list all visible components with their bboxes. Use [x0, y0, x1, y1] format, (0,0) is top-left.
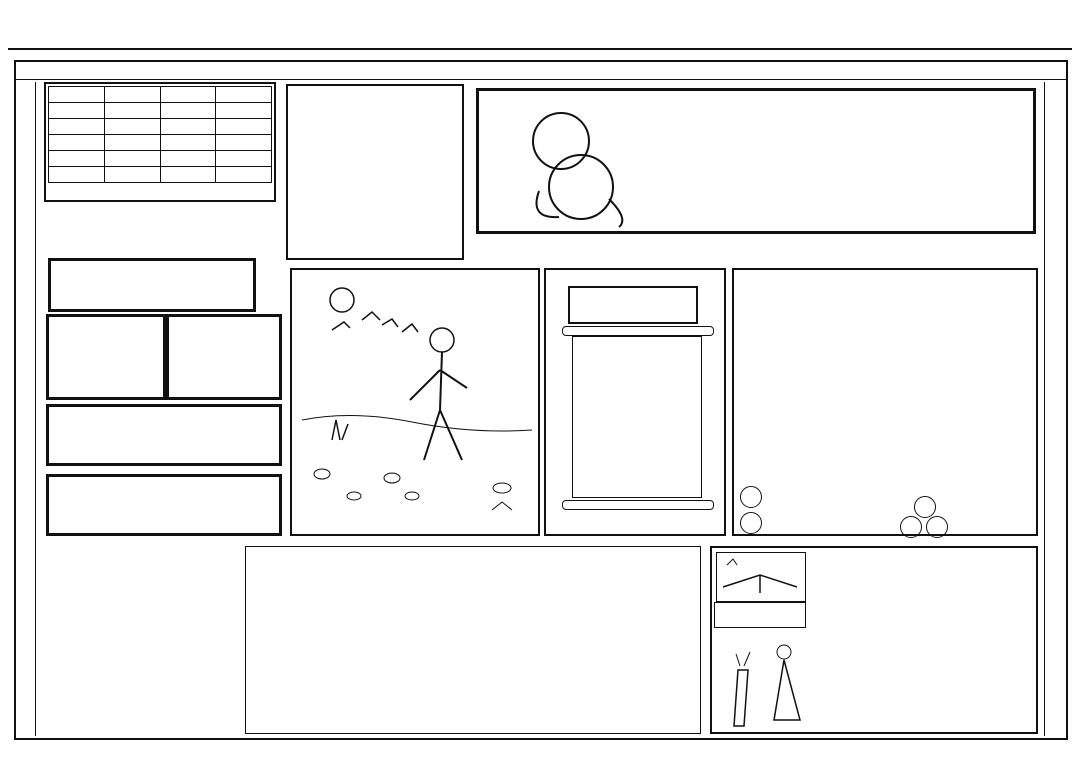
analysis-col-big	[742, 316, 888, 496]
table-row	[49, 151, 272, 167]
riddle-illustration	[714, 630, 814, 730]
table-row	[49, 135, 272, 151]
stats-cell	[104, 135, 160, 151]
scroll-body	[572, 336, 702, 498]
stats-cell	[49, 103, 105, 119]
treasure-box	[286, 84, 464, 260]
brand-strip-left	[16, 82, 36, 736]
stats-header-cell	[49, 87, 105, 103]
stats-cell	[104, 119, 160, 135]
stats-cell	[160, 151, 216, 167]
brand-strip-top	[16, 62, 1066, 80]
stats-cell	[216, 167, 272, 183]
circled-number	[914, 496, 936, 518]
banner-box	[476, 88, 1036, 234]
scroll-roll-bottom	[562, 500, 714, 510]
riddle-panel	[710, 546, 1038, 734]
stats-table	[48, 86, 272, 183]
brand-strip-right	[1044, 82, 1064, 736]
grid-dots	[246, 559, 701, 685]
special-numbers-box	[46, 404, 282, 466]
number-trend-grid	[245, 546, 701, 734]
circled-number	[900, 516, 922, 538]
stats-header-row	[49, 87, 272, 103]
special-option-odd	[166, 314, 282, 400]
table-row	[49, 167, 272, 183]
stats-header-cell	[104, 87, 160, 103]
analysis-panel	[732, 268, 1038, 536]
scroll-title-box	[568, 286, 698, 324]
circled-number	[740, 486, 762, 508]
special-heading-box	[48, 258, 256, 312]
riddle-title-box	[714, 602, 806, 628]
open-book-icon	[717, 553, 803, 599]
table-row	[49, 103, 272, 119]
stats-header-cell	[216, 87, 272, 103]
gift-text	[49, 477, 279, 491]
stats-header-cell	[160, 87, 216, 103]
stats-cell	[160, 135, 216, 151]
stats-cell	[49, 151, 105, 167]
scroll-panel	[544, 268, 726, 536]
header-underline	[8, 48, 1072, 50]
stats-cell	[49, 135, 105, 151]
circled-number	[926, 516, 948, 538]
special-option-big	[46, 314, 166, 400]
stats-cell	[216, 119, 272, 135]
scroll-roll-top	[562, 326, 714, 336]
gift-box	[46, 474, 282, 536]
special-numbers	[61, 423, 279, 447]
book-illustration-box	[716, 552, 806, 602]
illustration-panel	[290, 268, 540, 536]
stats-table-box	[44, 82, 276, 202]
treasure-heading	[294, 92, 456, 119]
stats-cell	[104, 167, 160, 183]
stats-cell	[49, 167, 105, 183]
stats-cell	[104, 103, 160, 119]
stats-cell	[216, 103, 272, 119]
stats-cell	[160, 167, 216, 183]
stats-cell	[160, 119, 216, 135]
circled-number	[740, 512, 762, 534]
gourd-icon	[519, 99, 629, 229]
table-row	[49, 119, 272, 135]
stats-cell	[160, 103, 216, 119]
stats-cell	[216, 151, 272, 167]
stats-cell	[216, 135, 272, 151]
analysis-col-odd	[894, 316, 1034, 496]
boy-catching-birds-illustration	[292, 270, 538, 534]
stats-cell	[49, 119, 105, 135]
stats-cell	[104, 151, 160, 167]
